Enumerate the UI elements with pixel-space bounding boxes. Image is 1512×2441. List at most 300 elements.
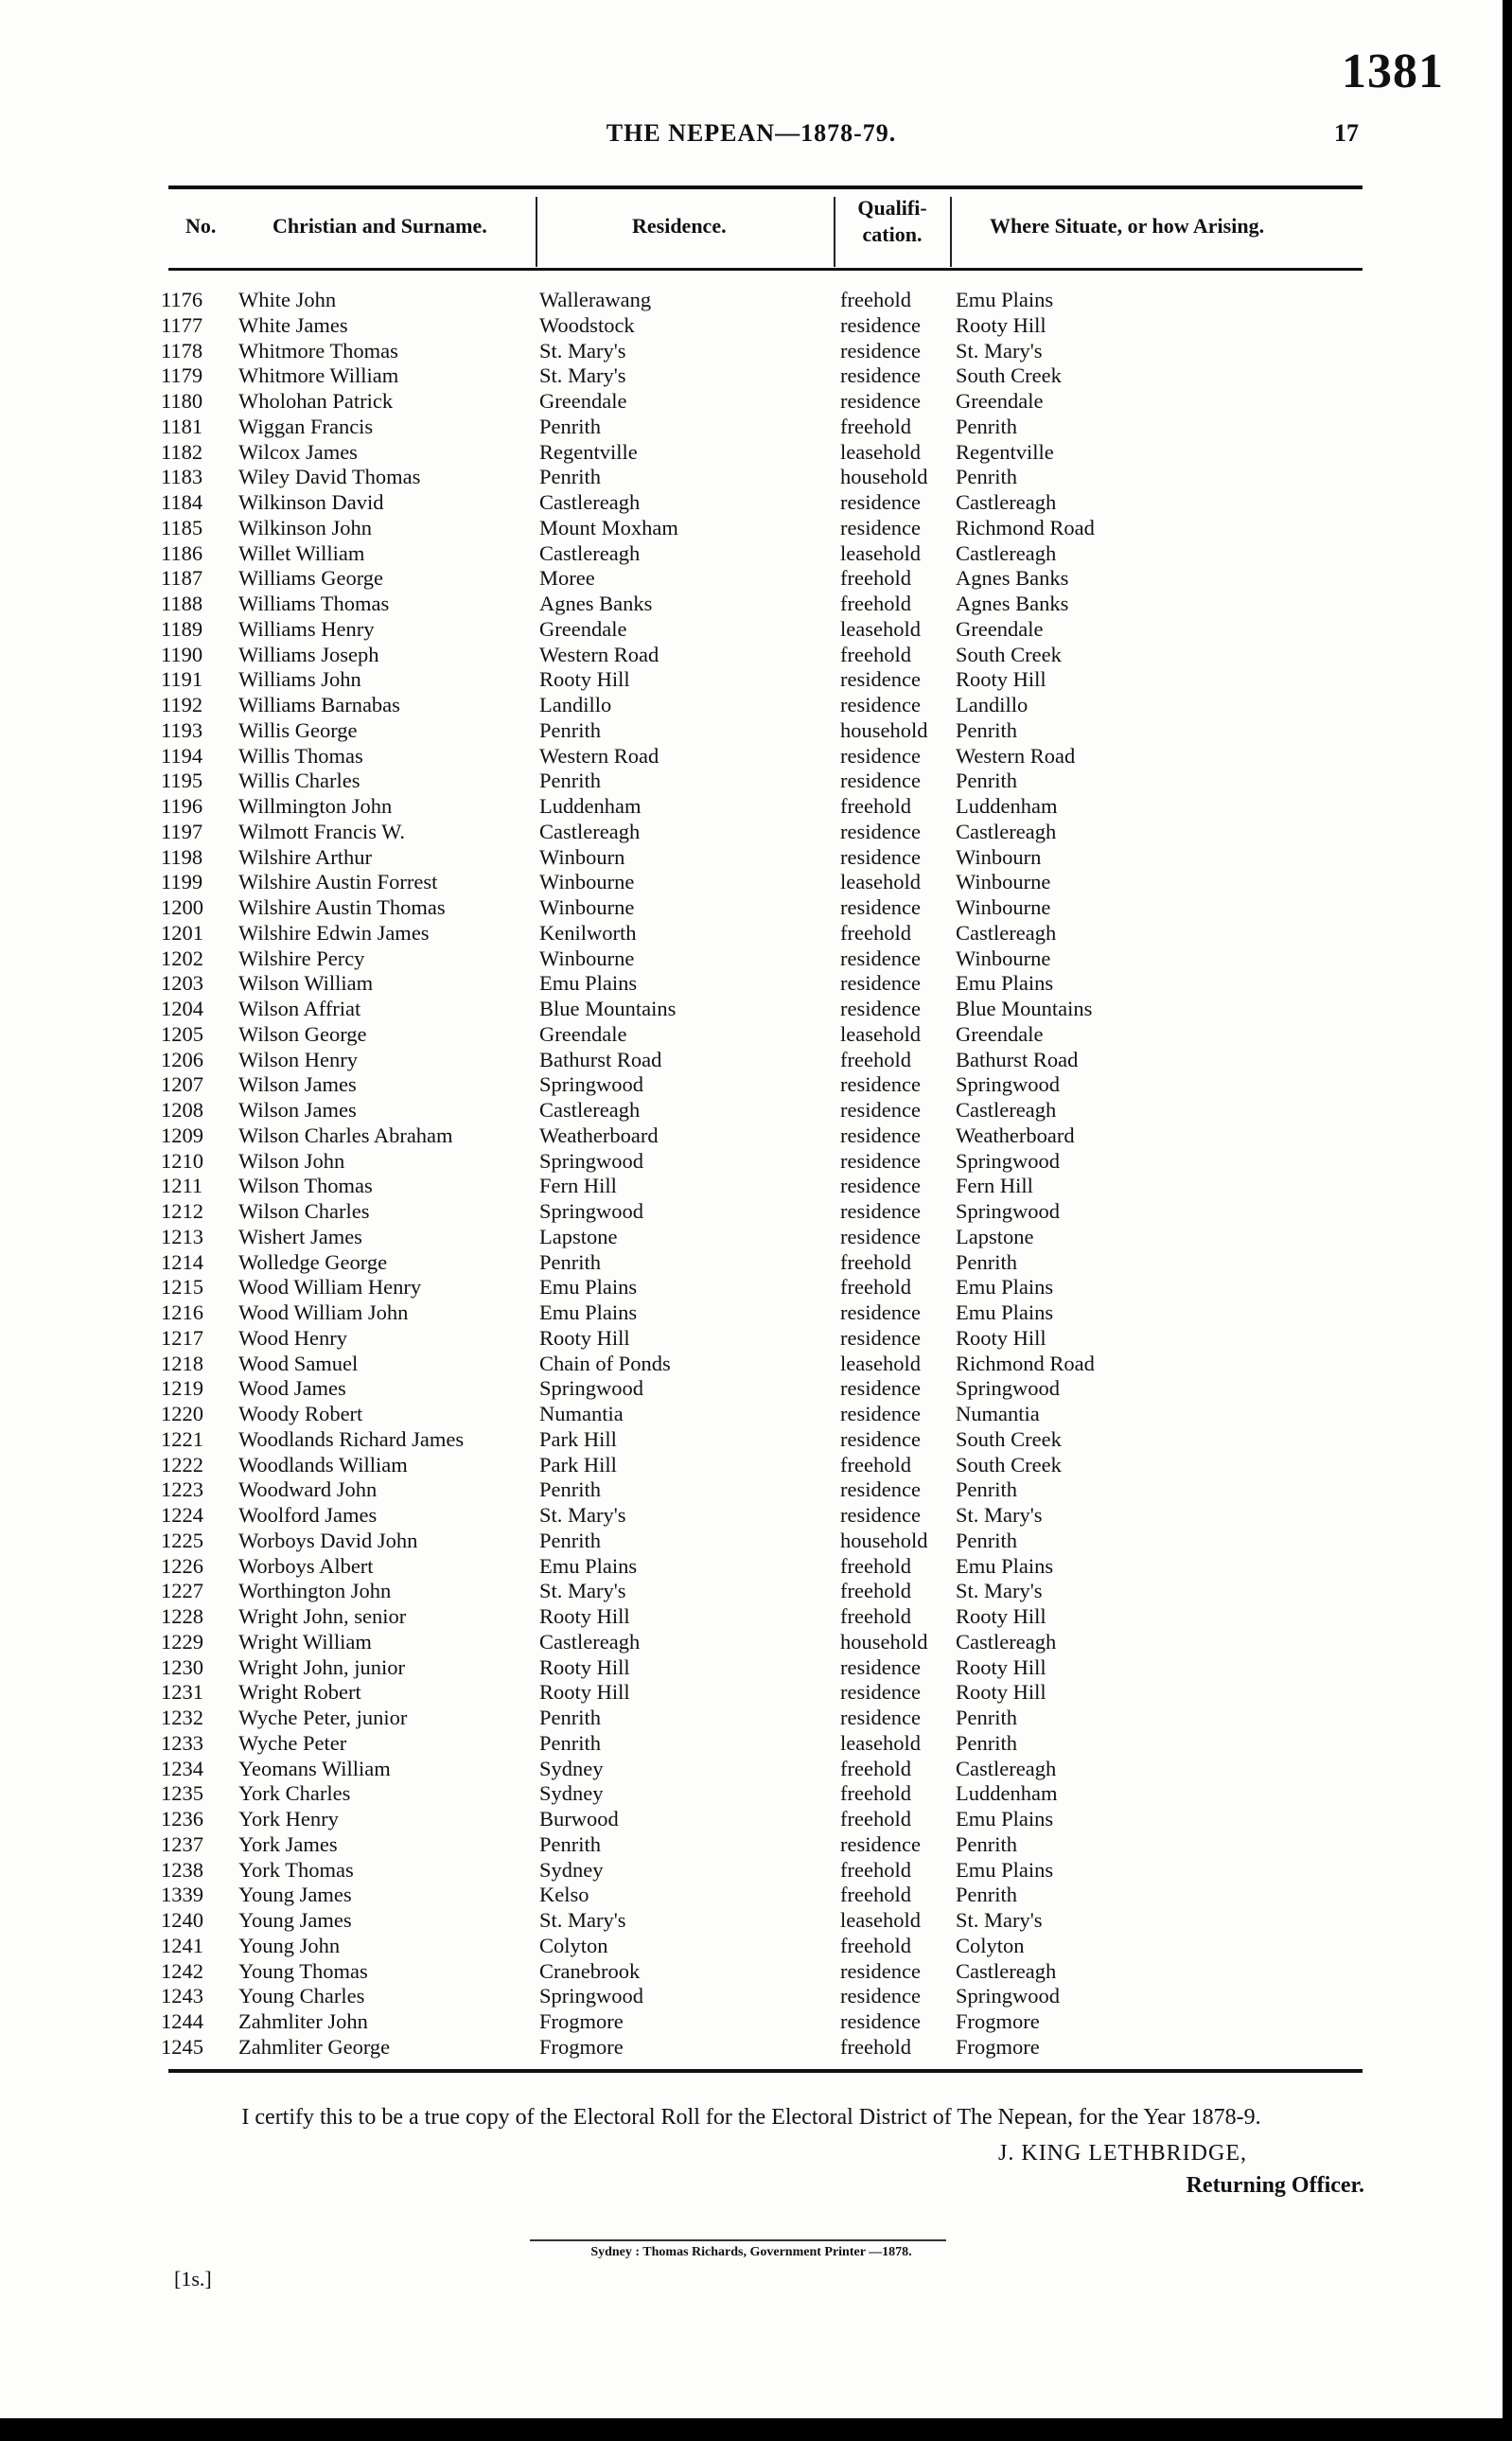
elector-name: Woodward John: [238, 1477, 378, 1502]
elector-name: Wilcox James: [238, 439, 358, 464]
table-row: [161, 1376, 1372, 1402]
entry-number: 1183: [161, 465, 203, 489]
where-situate: Bathurst Road: [956, 1047, 1079, 1071]
elector-name: Wilkinson John: [238, 515, 372, 539]
qualification: residence: [840, 363, 921, 388]
table-row: [161, 1807, 1372, 1832]
entry-number: 1242: [161, 1958, 203, 1983]
elector-name: Wilshire Austin Forrest: [238, 870, 438, 894]
residence: Rooty Hill: [539, 1654, 630, 1679]
qualification: residence: [840, 667, 921, 692]
elector-name: Wiggan Francis: [238, 414, 374, 438]
where-situate: Emu Plains: [956, 1857, 1054, 1882]
residence: Fern Hill: [539, 1174, 617, 1198]
where-situate: Penrith: [956, 1706, 1017, 1729]
table-row: [161, 1477, 1372, 1503]
table-row: [161, 1934, 1372, 1959]
entry-number: 1215: [161, 1275, 203, 1300]
table-row: [161, 769, 1372, 794]
elector-name: Wilson William: [238, 971, 374, 996]
residence: Mount Moxham: [539, 515, 678, 539]
qualification: residence: [840, 1680, 921, 1705]
elector-name: York James: [238, 1831, 338, 1856]
entry-number: 1185: [161, 515, 203, 539]
where-situate: Richmond Road: [956, 1351, 1095, 1375]
entry-number: 1217: [161, 1325, 203, 1350]
residence: Winbourne: [539, 895, 635, 919]
elector-name: Wilshire Percy: [238, 946, 365, 970]
entry-number: 1211: [161, 1174, 203, 1198]
where-situate: St. Mary's: [956, 338, 1043, 363]
entry-number: 1209: [161, 1123, 203, 1147]
header-qualification: Qualifi-cation.: [857, 196, 927, 246]
qualification: residence: [840, 946, 921, 970]
residence: Sydney: [539, 1781, 604, 1806]
qualification: leasehold: [840, 1021, 921, 1046]
elector-name: Williams John: [238, 667, 361, 692]
qualification: freehold: [840, 566, 911, 591]
table-row: [161, 363, 1372, 389]
where-situate: Castlereagh: [956, 1756, 1057, 1780]
residence: Cranebrook: [539, 1958, 641, 1983]
residence: Emu Plains: [539, 1275, 638, 1300]
table-row: [161, 288, 1372, 313]
elector-name: Wilson Thomas: [238, 1174, 373, 1198]
residence: Colyton: [539, 1933, 608, 1957]
qualification: leasehold: [840, 1730, 921, 1755]
qualification: freehold: [840, 1553, 911, 1578]
qualification: household: [840, 465, 928, 489]
where-situate: Rooty Hill: [956, 1654, 1046, 1679]
qualification: freehold: [840, 1781, 911, 1806]
entry-number: 1193: [161, 717, 203, 742]
qualification: leasehold: [840, 1351, 921, 1375]
elector-name: Wilson Affriat: [238, 997, 361, 1020]
residence: Penrith: [539, 769, 601, 793]
where-situate: Emu Plains: [956, 1807, 1054, 1831]
header-no: No.: [185, 214, 217, 238]
table-row: [161, 592, 1372, 617]
table-row: [161, 1300, 1372, 1326]
where-situate: Penrith: [956, 1528, 1017, 1552]
table-row: [161, 1529, 1372, 1554]
residence: Castlereagh: [539, 540, 641, 565]
elector-name: Williams Henry: [238, 616, 375, 641]
where-situate: Agnes Banks: [956, 592, 1069, 615]
elector-name: Wilshire Austin Thomas: [238, 895, 446, 919]
qualification: leasehold: [840, 1908, 921, 1932]
where-situate: South Creek: [956, 1426, 1062, 1451]
table-row: [161, 997, 1372, 1022]
signer-office: Returning Officer.: [1186, 2173, 1364, 2198]
residence: Frogmore: [539, 2034, 624, 2059]
sheet-signature-mark: [1s.]: [174, 2267, 212, 2291]
elector-name: York Thomas: [238, 1857, 354, 1882]
residence: Penrith: [539, 1706, 601, 1729]
table-row: [161, 643, 1372, 668]
entry-number: 1191: [161, 667, 203, 692]
qualification: residence: [840, 338, 921, 363]
qualification: residence: [840, 1654, 921, 1679]
qualification: freehold: [840, 1604, 911, 1628]
entry-number: 1228: [161, 1604, 203, 1628]
residence: Park Hill: [539, 1426, 617, 1451]
qualification: freehold: [840, 1452, 911, 1477]
qualification: freehold: [840, 642, 911, 666]
entry-number: 1207: [161, 1072, 203, 1097]
elector-name: Zahmliter George: [238, 2034, 391, 2059]
elector-name: White James: [238, 312, 348, 337]
qualification: residence: [840, 1072, 921, 1097]
table-row: [161, 1123, 1372, 1149]
qualification: leasehold: [840, 439, 921, 464]
residence: Greendale: [539, 1021, 627, 1046]
elector-name: York Henry: [238, 1807, 339, 1831]
qualification: freehold: [840, 2034, 911, 2059]
elector-name: York Charles: [238, 1781, 351, 1806]
where-situate: Luddenham: [956, 1781, 1058, 1806]
qualification: freehold: [840, 794, 911, 818]
table-row: [161, 1149, 1372, 1175]
elector-name: Willis George: [238, 717, 358, 742]
where-situate: Fern Hill: [956, 1174, 1033, 1198]
where-situate: Blue Mountains: [956, 997, 1093, 1020]
elector-name: Williams Thomas: [238, 592, 390, 615]
qualification: freehold: [840, 414, 911, 438]
table-row: [161, 1326, 1372, 1352]
qualification: residence: [840, 693, 921, 716]
residence: St. Mary's: [539, 363, 626, 388]
header-divider: [950, 197, 952, 267]
table-row: [161, 1858, 1372, 1884]
table-row: [161, 2035, 1372, 2061]
elector-name: Wilson John: [238, 1148, 345, 1173]
elector-name: Zahmliter John: [238, 2009, 368, 2033]
entry-number: 1245: [161, 2034, 203, 2059]
entry-number: 1234: [161, 1756, 203, 1780]
where-situate: Castlereagh: [956, 1958, 1057, 1983]
table-row: [161, 1832, 1372, 1858]
qualification: residence: [840, 743, 921, 768]
entry-number: 1237: [161, 1831, 203, 1856]
residence: Springwood: [539, 1199, 644, 1223]
residence: Kelso: [539, 1883, 589, 1907]
where-situate: Luddenham: [956, 794, 1058, 818]
where-situate: Rooty Hill: [956, 1325, 1046, 1350]
qualification: residence: [840, 1325, 921, 1350]
where-situate: Agnes Banks: [956, 566, 1069, 591]
elector-name: Wishert James: [238, 1224, 362, 1248]
table-row: [161, 794, 1372, 820]
where-situate: St. Mary's: [956, 1908, 1043, 1932]
entry-number: 1233: [161, 1730, 203, 1755]
where-situate: Winbourne: [956, 870, 1051, 894]
residence: Kenilworth: [539, 920, 637, 945]
entry-number: 1227: [161, 1579, 203, 1603]
entry-number: 1202: [161, 946, 203, 970]
qualification: residence: [840, 844, 921, 869]
residence: Western Road: [539, 743, 659, 768]
entry-number: 1216: [161, 1300, 203, 1324]
running-title: THE NEPEAN—1878-79.: [606, 119, 897, 147]
qualification: residence: [840, 1503, 921, 1527]
table-header: [168, 189, 1363, 268]
where-situate: Castlereagh: [956, 920, 1057, 945]
entry-number: 1219: [161, 1376, 203, 1401]
qualification: household: [840, 717, 928, 742]
table-row: [161, 1225, 1372, 1250]
elector-name: Woodlands William: [238, 1452, 408, 1477]
entry-number: 1177: [161, 312, 203, 337]
elector-name: Young John: [238, 1933, 341, 1957]
elector-name: Whitmore Thomas: [238, 338, 398, 363]
where-situate: Emu Plains: [956, 1300, 1054, 1324]
table-row: [161, 1352, 1372, 1377]
table-row: [161, 1630, 1372, 1655]
header-name: Christian and Surname.: [273, 214, 487, 238]
where-situate: Penrith: [956, 1730, 1017, 1755]
where-situate: Castlereagh: [956, 1098, 1057, 1122]
where-situate: Emu Plains: [956, 1553, 1054, 1578]
table-row: [161, 1959, 1372, 1985]
residence: Winbourne: [539, 870, 635, 894]
residence: Castlereagh: [539, 1098, 641, 1122]
elector-name: Wood William Henry: [238, 1275, 422, 1300]
table-row: [161, 921, 1372, 946]
where-situate: Penrith: [956, 717, 1017, 742]
elector-name: Wyche Peter, junior: [238, 1706, 408, 1729]
residence: Emu Plains: [539, 1553, 638, 1578]
entry-number: 1178: [161, 338, 203, 363]
qualification: residence: [840, 1958, 921, 1983]
where-situate: Winbourne: [956, 946, 1051, 970]
entry-number: 1190: [161, 642, 203, 666]
entry-number: 1188: [161, 592, 203, 615]
table-row: [161, 946, 1372, 972]
residence: Penrith: [539, 1528, 601, 1552]
qualification: residence: [840, 1426, 921, 1451]
table-row: [161, 1427, 1372, 1453]
residence: Burwood: [539, 1807, 619, 1831]
where-situate: Winbourn: [956, 844, 1042, 869]
qualification: freehold: [840, 1249, 911, 1274]
where-situate: Springwood: [956, 1984, 1061, 2008]
table-row: [161, 490, 1372, 516]
table-row: [161, 389, 1372, 415]
qualification: residence: [840, 997, 921, 1020]
elector-name: Wilson Charles: [238, 1199, 370, 1223]
where-situate: Penrith: [956, 414, 1017, 438]
table-row: [161, 415, 1372, 440]
qualification: residence: [840, 769, 921, 793]
entry-number: 1221: [161, 1426, 203, 1451]
where-situate: Emu Plains: [956, 971, 1054, 996]
residence: Springwood: [539, 1072, 644, 1097]
residence: Landillo: [539, 693, 612, 716]
header-residence: Residence.: [632, 214, 727, 238]
residence: St. Mary's: [539, 1503, 626, 1527]
where-situate: Numantia: [956, 1402, 1040, 1425]
printer-imprint: Sydney : Thomas Richards, Government Printer —1878.: [590, 2245, 912, 2259]
table-row: [161, 1908, 1372, 1934]
entry-number: 1204: [161, 997, 203, 1020]
residence: Lapstone: [539, 1224, 618, 1248]
elector-name: Wilson James: [238, 1072, 357, 1097]
table-row: [161, 541, 1372, 567]
where-situate: Greendale: [956, 1021, 1044, 1046]
qualification: residence: [840, 1984, 921, 2008]
elector-name: Wiley David Thomas: [238, 465, 421, 489]
qualification: freehold: [840, 1857, 911, 1882]
folio-number: 1381: [1342, 44, 1444, 98]
residence: Chain of Ponds: [539, 1351, 671, 1375]
elector-name: Wright William: [238, 1629, 372, 1654]
qualification: residence: [840, 1224, 921, 1248]
table-row: [161, 718, 1372, 744]
entry-number: 1240: [161, 1908, 203, 1932]
table-row: [161, 339, 1372, 364]
elector-name: Wood Henry: [238, 1325, 348, 1350]
entry-number: 1224: [161, 1503, 203, 1527]
qualification: leasehold: [840, 540, 921, 565]
table-row: [161, 1022, 1372, 1048]
residence: Wallerawang: [539, 288, 652, 311]
entry-number: 1187: [161, 566, 203, 591]
where-situate: Castlereagh: [956, 540, 1057, 565]
elector-name: Wood William John: [238, 1300, 409, 1324]
elector-name: Wilshire Arthur: [238, 844, 372, 869]
entry-number: 1241: [161, 1933, 203, 1957]
table-row: [161, 566, 1372, 592]
table-row: [161, 845, 1372, 871]
elector-name: Wholohan Patrick: [238, 389, 394, 413]
entry-number: 1236: [161, 1807, 203, 1831]
table-row: [161, 1275, 1372, 1300]
residence: Greendale: [539, 389, 627, 413]
entry-number: 1230: [161, 1654, 203, 1679]
entry-number: 1196: [161, 794, 203, 818]
elector-name: Williams George: [238, 566, 384, 591]
entry-number: 1176: [161, 288, 203, 311]
entry-number: 1243: [161, 1984, 203, 2008]
entry-number: 1194: [161, 743, 203, 768]
table-row: [161, 667, 1372, 693]
table-row: [161, 820, 1372, 845]
table-row: [161, 1453, 1372, 1478]
qualification: leasehold: [840, 616, 921, 641]
residence: Luddenham: [539, 794, 642, 818]
table-row: [161, 1731, 1372, 1757]
entry-number: 1186: [161, 540, 203, 565]
qualification: residence: [840, 1831, 921, 1856]
table-header-rule: [168, 268, 1363, 271]
imprint-rule: [530, 2239, 946, 2241]
elector-name: Worboys David John: [238, 1528, 418, 1552]
qualification: freehold: [840, 1579, 911, 1603]
table-row: [161, 1604, 1372, 1630]
table-row: [161, 1250, 1372, 1276]
qualification: residence: [840, 1477, 921, 1502]
entry-number: 1218: [161, 1351, 203, 1375]
qualification: residence: [840, 1706, 921, 1729]
qualification: residence: [840, 490, 921, 514]
where-situate: Landillo: [956, 693, 1029, 716]
elector-name: Wood Samuel: [238, 1351, 359, 1375]
where-situate: Castlereagh: [956, 490, 1057, 514]
where-situate: Rooty Hill: [956, 667, 1046, 692]
elector-name: Young James: [238, 1908, 352, 1932]
where-situate: Springwood: [956, 1376, 1061, 1401]
qualification: freehold: [840, 1047, 911, 1071]
residence: Weatherboard: [539, 1123, 659, 1147]
residence: Rooty Hill: [539, 667, 630, 692]
elector-name: Young James: [238, 1883, 352, 1907]
entry-number: 1199: [161, 870, 203, 894]
residence: Sydney: [539, 1756, 604, 1780]
table-row: [161, 1579, 1372, 1604]
entry-number: 1208: [161, 1098, 203, 1122]
certification-text: I certify this to be a true copy of the Electoral Roll for the Electoral District of The Nepean, for the Year 1878-9.: [241, 2105, 1261, 2130]
where-situate: Lapstone: [956, 1224, 1034, 1248]
table-row: [161, 1655, 1372, 1681]
header-where: Where Situate, or how Arising.: [990, 214, 1265, 238]
elector-name: Willis Charles: [238, 769, 360, 793]
entry-number: 1214: [161, 1249, 203, 1274]
entry-number: 1232: [161, 1706, 203, 1729]
where-situate: Springwood: [956, 1072, 1061, 1097]
residence: Blue Mountains: [539, 997, 677, 1020]
residence: Castlereagh: [539, 1629, 641, 1654]
qualification: residence: [840, 1300, 921, 1324]
residence: Emu Plains: [539, 971, 638, 996]
where-situate: Springwood: [956, 1148, 1061, 1173]
table-row: [161, 465, 1372, 490]
entry-number: 1179: [161, 363, 203, 388]
where-situate: Penrith: [956, 769, 1017, 793]
entry-number: 1244: [161, 2009, 203, 2033]
qualification: residence: [840, 895, 921, 919]
entry-number: 1184: [161, 490, 203, 514]
elector-name: Young Charles: [238, 1984, 365, 2008]
page-number: 17: [1334, 119, 1359, 147]
qualification: freehold: [840, 288, 911, 311]
qualification: residence: [840, 971, 921, 996]
table-row: [161, 1503, 1372, 1529]
entry-number: 1222: [161, 1452, 203, 1477]
qualification: freehold: [840, 592, 911, 615]
where-situate: Richmond Road: [956, 515, 1095, 539]
qualification: residence: [840, 389, 921, 413]
where-situate: Weatherboard: [956, 1123, 1075, 1147]
elector-name: Wilshire Edwin James: [238, 920, 430, 945]
elector-name: Wood James: [238, 1376, 346, 1401]
table-row: [161, 1402, 1372, 1427]
elector-name: Willet William: [238, 540, 365, 565]
entry-number: 1213: [161, 1224, 203, 1248]
residence: Park Hill: [539, 1452, 617, 1477]
where-situate: Rooty Hill: [956, 1680, 1046, 1705]
qualification: residence: [840, 819, 921, 843]
residence: Penrith: [539, 1477, 601, 1502]
where-situate: Penrith: [956, 1831, 1017, 1856]
residence: Penrith: [539, 1831, 601, 1856]
elector-name: Wilkinson David: [238, 490, 384, 514]
elector-name: Woolford James: [238, 1503, 378, 1527]
table-row: [161, 1554, 1372, 1580]
table-bottom-rule: [168, 2069, 1363, 2073]
residence: Winbourn: [539, 844, 625, 869]
elector-name: Wright Robert: [238, 1680, 361, 1705]
